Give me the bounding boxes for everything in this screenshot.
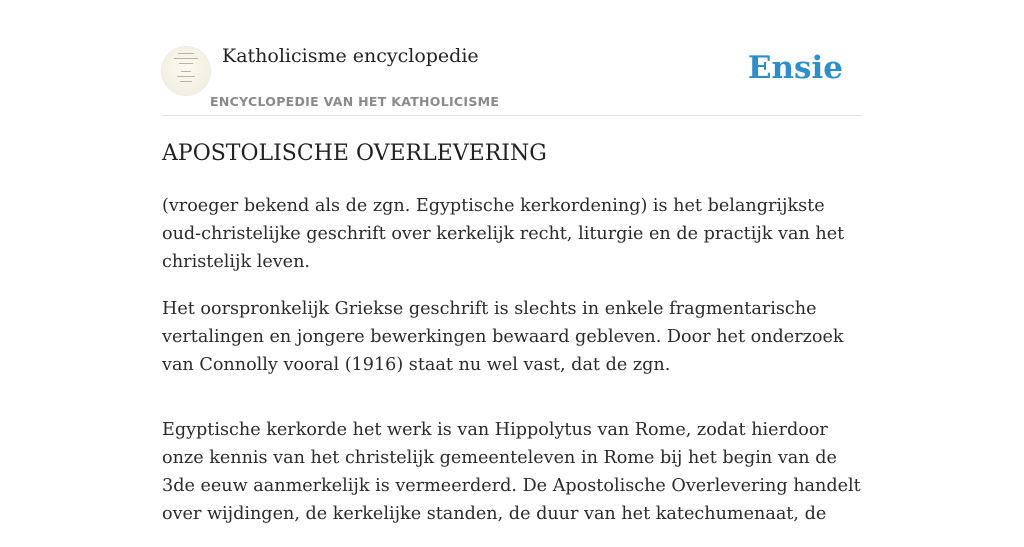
article-paragraph: Het oorspronkelijk Griekse geschrift is slechts in enkele fragmentarische vertalingen en jongere bewerkingen bewaard gebleven. Door het onderzoek van Connolly vooral (1916) staat nu wel vast, dat de zgn. [162, 299, 844, 375]
article-paragraph: Egyptische kerkorde het werk is van Hippolytus van Rome, zodat hierdoor onze kennis van het christelijk gemeenteleven in Rome bij het begin van de 3de eeuw aanmerkelijk is vermeerderd. De Apostolische Overlevering handelt over wijdingen, de kerkelijke standen, de duur van het katechumenaat, de [162, 420, 861, 524]
encyclopedia-cover-icon[interactable] [162, 47, 210, 95]
ensie-logo-link[interactable]: Ensie [747, 50, 843, 86]
article-title: APOSTOLISCHE OVERLEVERING [162, 141, 547, 166]
page [162, 0, 862, 524]
article-paragraph: (vroeger bekend als de zgn. Egyptische kerkordening) is het belangrijkste oud-christelijke geschrift over kerkelijk recht, liturgie en de practijk van het christelijk leven. [162, 196, 845, 272]
site-subtitle: ENCYCLOPEDIE VAN HET KATHOLICISME [210, 94, 500, 109]
site-title[interactable]: Katholicisme encyclopedie [222, 45, 479, 67]
article-body [162, 192, 862, 547]
site-header [162, 0, 862, 116]
